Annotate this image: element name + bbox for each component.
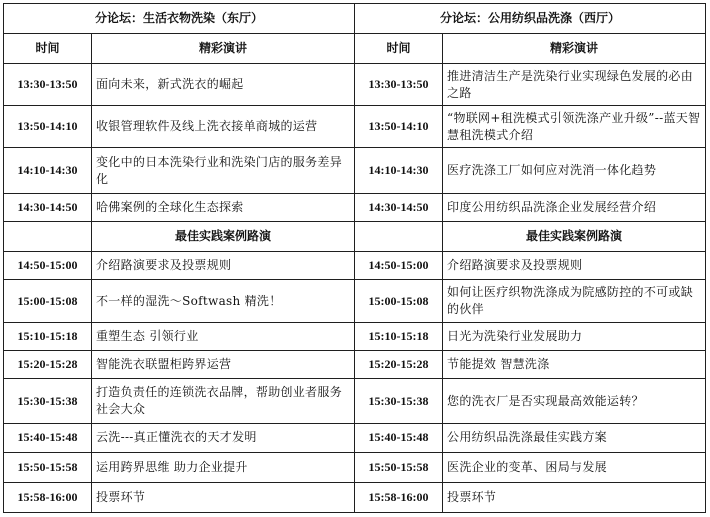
practice-row — [4, 251, 706, 279]
practice-row — [4, 482, 706, 512]
west-practice-title: 最佳实践案例路演 — [443, 221, 706, 251]
west-session-talk: 医疗洗涤工厂如何应对洗消一体化趋势 — [443, 148, 706, 193]
east-practice-time: 15:40-15:48 — [4, 424, 92, 452]
east-session-time: 13:30-13:50 — [4, 64, 92, 106]
west-practice-time: 15:58-16:00 — [355, 482, 443, 512]
west-talk-header: 精彩演讲 — [443, 34, 706, 64]
east-practice-spacer — [4, 221, 92, 251]
east-practice-time: 15:10-15:18 — [4, 323, 92, 351]
west-session-talk: “物联网+租洗模式引领洗涤产业升级”--蓝天智慧租洗模式介绍 — [443, 106, 706, 148]
west-practice-time: 15:30-15:38 — [355, 379, 443, 424]
east-practice-talk: 运用跨界思维 助力企业提升 — [92, 452, 355, 482]
east-practice-talk: 介绍路演要求及投票规则 — [92, 251, 355, 279]
east-forum-title: 分论坛：生活衣物洗染（东厅） — [4, 4, 355, 34]
west-practice-talk: 节能提效 智慧洗涤 — [443, 351, 706, 379]
west-practice-talk: 医洗企业的变革、困局与发展 — [443, 452, 706, 482]
west-session-time: 14:10-14:30 — [355, 148, 443, 193]
west-session-time: 13:30-13:50 — [355, 64, 443, 106]
east-practice-time: 15:20-15:28 — [4, 351, 92, 379]
west-practice-spacer — [355, 221, 443, 251]
practice-row — [4, 323, 706, 351]
forum-title-row — [4, 4, 706, 34]
practice-row — [4, 379, 706, 424]
east-practice-talk: 投票环节 — [92, 482, 355, 512]
west-session-time: 14:30-14:50 — [355, 193, 443, 221]
east-practice-talk: 重塑生态 引领行业 — [92, 323, 355, 351]
session-row — [4, 64, 706, 106]
east-time-header: 时间 — [4, 34, 92, 64]
east-practice-talk: 云洗---真正懂洗衣的天才发明 — [92, 424, 355, 452]
east-practice-talk: 不一样的湿洗～Softwash 精洗！ — [92, 280, 355, 323]
west-practice-time: 14:50-15:00 — [355, 251, 443, 279]
east-session-talk: 哈佛案例的全球化生态探索 — [92, 193, 355, 221]
west-practice-talk: 公用纺织品洗涤最佳实践方案 — [443, 424, 706, 452]
column-header-row — [4, 34, 706, 64]
west-practice-talk: 如何让医疗织物洗涤成为院感防控的不可或缺的伙伴 — [443, 280, 706, 323]
west-practice-time: 15:10-15:18 — [355, 323, 443, 351]
practice-row — [4, 351, 706, 379]
west-practice-talk: 日光为洗染行业发展助力 — [443, 323, 706, 351]
east-session-talk: 面向未来，新式洗衣的崛起 — [92, 64, 355, 106]
east-session-talk: 变化中的日本洗染行业和洗染门店的服务差异化 — [92, 148, 355, 193]
west-practice-talk: 介绍路演要求及投票规则 — [443, 251, 706, 279]
west-session-time: 13:50-14:10 — [355, 106, 443, 148]
west-practice-talk: 您的洗衣厂是否实现最高效能运转？ — [443, 379, 706, 424]
east-practice-time: 15:50-15:58 — [4, 452, 92, 482]
session-row — [4, 193, 706, 221]
west-practice-time: 15:00-15:08 — [355, 280, 443, 323]
west-session-talk: 推进清洁生产是洗染行业实现绿色发展的必由之路 — [443, 64, 706, 106]
east-session-time: 14:10-14:30 — [4, 148, 92, 193]
east-practice-time: 15:30-15:38 — [4, 379, 92, 424]
east-session-time: 14:30-14:50 — [4, 193, 92, 221]
west-practice-time: 15:20-15:28 — [355, 351, 443, 379]
east-session-time: 13:50-14:10 — [4, 106, 92, 148]
practice-header-row — [4, 221, 706, 251]
session-row — [4, 148, 706, 193]
east-session-talk: 收银管理软件及线上洗衣接单商城的运营 — [92, 106, 355, 148]
west-time-header: 时间 — [355, 34, 443, 64]
practice-row — [4, 452, 706, 482]
west-practice-time: 15:50-15:58 — [355, 452, 443, 482]
west-practice-time: 15:40-15:48 — [355, 424, 443, 452]
east-practice-title: 最佳实践案例路演 — [92, 221, 355, 251]
practice-row — [4, 424, 706, 452]
west-practice-talk: 投票环节 — [443, 482, 706, 512]
east-talk-header: 精彩演讲 — [92, 34, 355, 64]
east-practice-time: 15:58-16:00 — [4, 482, 92, 512]
west-session-talk: 印度公用纺织品洗涤企业发展经营介绍 — [443, 193, 706, 221]
session-row — [4, 106, 706, 148]
west-forum-title: 分论坛：公用纺织品洗涤（西厅） — [355, 4, 706, 34]
east-practice-talk: 打造负责任的连锁洗衣品牌，帮助创业者服务社会大众 — [92, 379, 355, 424]
east-practice-time: 15:00-15:08 — [4, 280, 92, 323]
practice-row — [4, 280, 706, 323]
east-practice-talk: 智能洗衣联盟柜跨界运营 — [92, 351, 355, 379]
east-practice-time: 14:50-15:00 — [4, 251, 92, 279]
forum-agenda-table — [3, 3, 706, 513]
agenda-body — [4, 4, 706, 513]
